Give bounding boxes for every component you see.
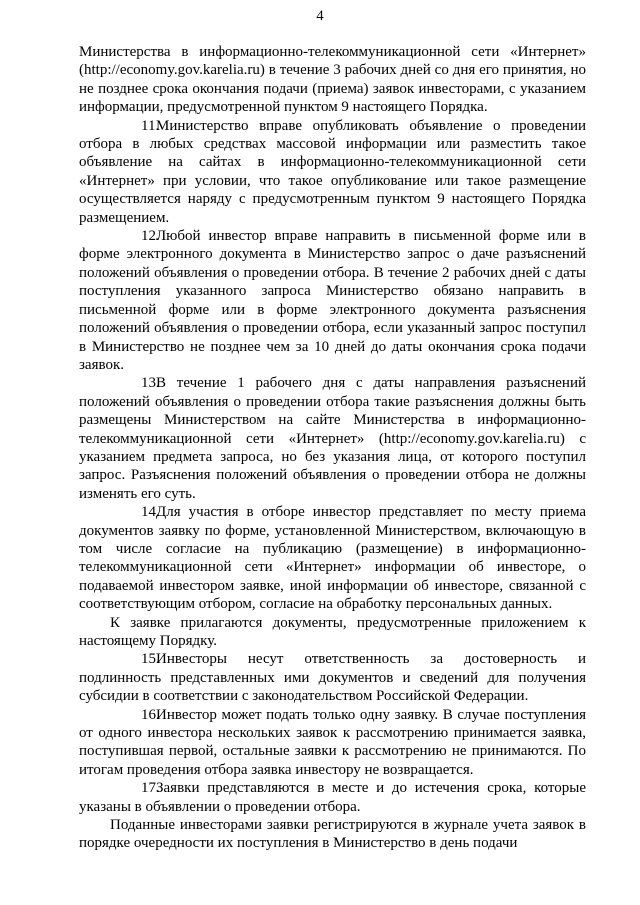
paragraph-number: 14.: [141, 504, 160, 521]
paragraph-number: 13.: [141, 375, 160, 392]
paragraph-13: [79, 374, 586, 503]
paragraph-14: [79, 503, 586, 613]
paragraph-text: Инвестор может подать только одну заявку. В случае поступления от одного инвестора нескольких заявок к рассмотрению принимается заявка, поступившая первой, остальные заявки к рассмотрению не принимаются. По итогам проведения отбора заявка инвестору не возвращается.: [79, 706, 586, 778]
paragraph-number: 16.: [141, 706, 160, 723]
paragraph-16: [79, 706, 586, 780]
paragraph-text: К заявке прилагаются документы, предусмотренные приложением к настоящему Порядку.: [79, 614, 586, 649]
paragraph-text: Для участия в отборе инвестор представляет по месту приема документов заявку по форме, установленной Министерством, включающую в том числе согласие на публикацию (размещение) в информационно-телекоммуникационной сети «Интернет» информации об инвесторе, о подаваемой инвестором заявке, иной информации об инвесторе, связанной с соответствующим отбором, согласие на обработку персональных данных.: [79, 504, 586, 613]
paragraph-continuation: [79, 43, 586, 117]
paragraph-12: [79, 227, 586, 374]
paragraph-text: Поданные инвесторами заявки регистрируются в журнале учета заявок в порядке очередности их поступления в Министерство в день подачи: [79, 817, 586, 852]
paragraph-11: [79, 117, 586, 227]
paragraph-registration: [79, 816, 586, 853]
paragraph-text: В течение 1 рабочего дня с даты направления разъяснений положений объявления о проведении отбора такие разъяснения должны быть размещены Министерством на сайте Министерства в информационно-телекоммуникационной сети «Интернет» (http://economy.gov.karelia.ru) с указанием предмета запроса, но без указания лица, от которого поступил запрос. Разъяснения положений объявления о проведении отбора не должны изменять его суть.: [79, 375, 586, 502]
paragraph-text: Министерства в информационно-телекоммуникационной сети «Интернет» (http://economy.gov.karelia.ru) в течение 3 рабочих дней со дня его принятия, но не позднее срока окончания подачи (приема) заявок инвесторами, с указанием информации, предусмотренной пунктом 9 настоящего Порядка.: [79, 44, 586, 116]
paragraph-text: Инвесторы несут ответственность за достоверность и подлинность представленных ими документов и сведений для получения субсидии в соответствии с законодательством Российской Федерации.: [79, 651, 586, 705]
document-body: [79, 43, 586, 853]
paragraph-number: 15.: [141, 651, 160, 668]
page-number: 4: [316, 8, 324, 24]
paragraph-number: 17.: [141, 780, 160, 797]
paragraph-number: 12.: [141, 228, 160, 245]
paragraph-text: Заявки представляются в месте и до истечения срока, которые указаны в объявлении о проведении отбора.: [79, 780, 586, 815]
paragraph-number: 11.: [141, 117, 160, 134]
paragraph-15: [79, 650, 586, 705]
paragraph-17: [79, 779, 586, 816]
paragraph-text: Министерство вправе опубликовать объявление о проведении отбора в любых средствах массовой информации или разместить такое объявление на сайтах в информационно-телекоммуникационной сети «Интернет» при условии, что такое опубликование или такое размещение осуществляется наряду с предусмотренным пунктом 9 настоящего Порядка размещением.: [79, 117, 586, 226]
paragraph-text: Любой инвестор вправе направить в письменной форме или в форме электронного документа в Министерство запрос о даче разъяснений положений объявления о проведении отбора. В течение 2 рабочих дней с даты поступления указанного запроса Министерство обязано направить в письменной форме или в форме электронного документа разъяснения положений объявления о проведении отбора, если указанный запрос поступил в Министерство не позднее чем за 10 дней до даты окончания срока подачи заявок.: [79, 228, 586, 373]
paragraph-attachments: [79, 614, 586, 651]
